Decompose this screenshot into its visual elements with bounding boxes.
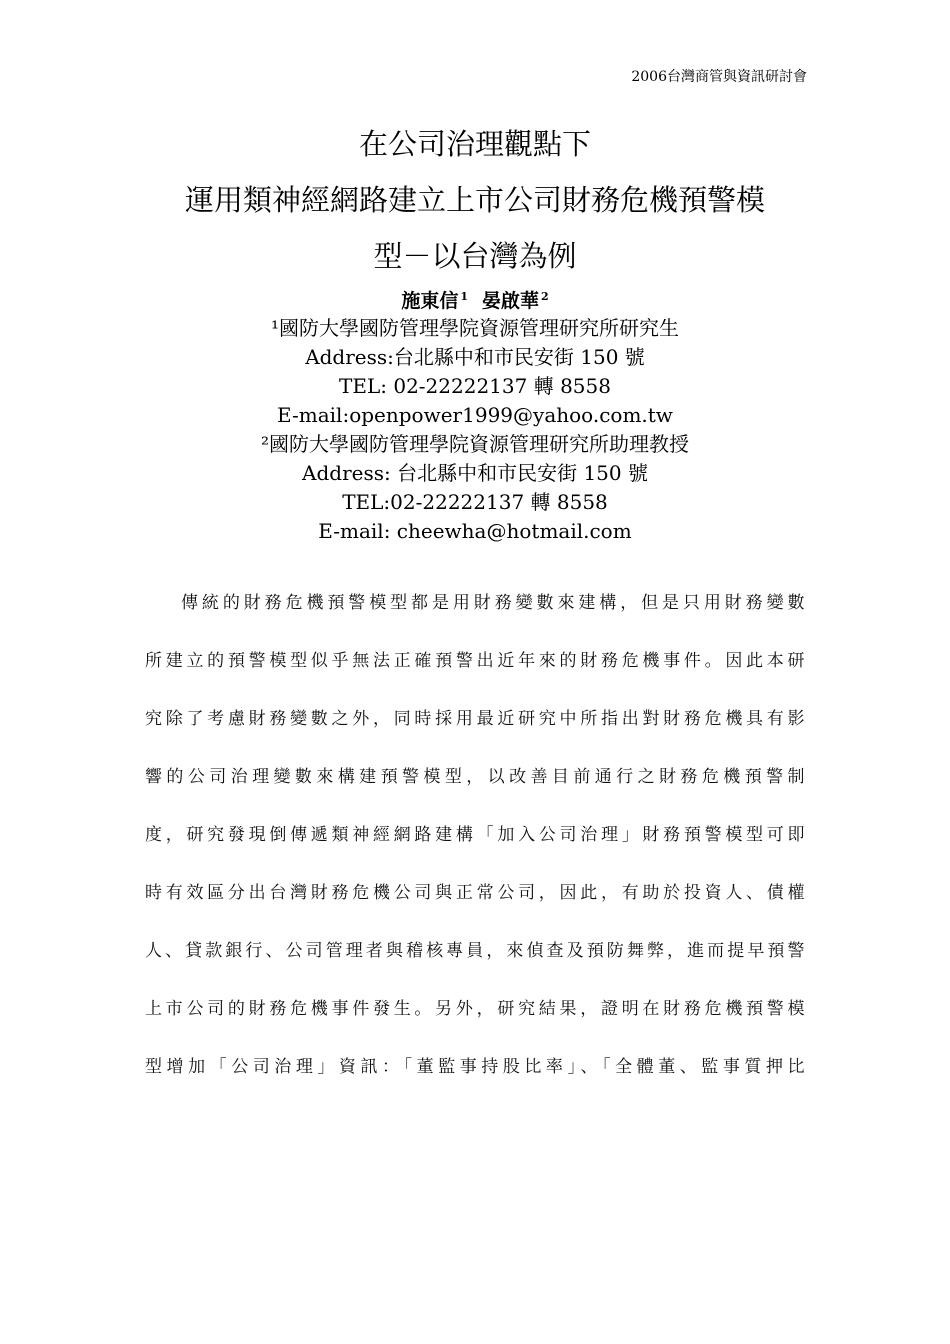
author-name: 施東信	[401, 290, 459, 312]
title-line: 在公司治理觀點下	[358, 127, 591, 161]
abstract-line: 上市公司的財務危機事件發生。另外，研究結果，證明在財務危機預警模	[145, 999, 807, 1019]
address-line: Address:台北縣中和市民安街 150 號	[305, 345, 645, 369]
abstract-line: 時有效區分出台灣財務危機公司與正常公司，因此，有助於投資人、債權	[145, 883, 807, 903]
abstract-line: 究除了考慮財務變數之外，同時採用最近研究中所指出對財務危機具有影	[145, 709, 807, 729]
phone-line: TEL: 02-22222137 轉 8558	[339, 374, 611, 398]
affiliation-line: ²國防大學國防管理學院資源管理研究所助理教授	[260, 432, 690, 456]
title-line: 運用類神經網路建立上市公司財務危機預警模	[184, 183, 765, 217]
author-list	[0, 286, 950, 313]
abstract-line: 所建立的預警模型似乎無法正確預警出近年來的財務危機事件。因此本研	[145, 651, 807, 671]
email-line: E-mail:openpower1999@yahoo.com.tw	[277, 403, 673, 427]
abstract-line: 傳統的財務危機預警模型都是用財務變數來建構，但是只用財務變數	[181, 593, 807, 613]
affiliation-line: ¹國防大學國防管理學院資源管理研究所研究生	[270, 316, 680, 340]
address-line: Address: 台北縣中和市民安街 150 號	[302, 461, 648, 485]
abstract-body	[145, 586, 807, 1108]
abstract-line: 度，研究發現倒傳遞類神經網路建構「加入公司治理」財務預警模型可即	[145, 825, 807, 845]
author-mark: 2	[541, 289, 549, 303]
author-mark: 1	[460, 289, 468, 303]
title-line: 型－以台灣為例	[373, 239, 577, 273]
paper-title	[0, 116, 950, 284]
abstract-line: 型增加「公司治理」資訊：「董監事持股比率」、「全體董、監事質押比	[145, 1057, 807, 1077]
abstract-line: 人、貸款銀行、公司管理者與稽核專員，來偵查及預防舞弊，進而提早預警	[145, 941, 807, 961]
abstract-line: 響的公司治理變數來構建預警模型，以改善目前通行之財務危機預警制	[145, 767, 807, 787]
affiliations	[0, 314, 950, 546]
author-name: 晏啟華	[482, 290, 540, 312]
phone-line: TEL:02-22222137 轉 8558	[342, 490, 608, 514]
conference-header: 2006台灣商管與資訊研討會	[631, 69, 807, 85]
email-line: E-mail: cheewha@hotmail.com	[318, 519, 632, 543]
